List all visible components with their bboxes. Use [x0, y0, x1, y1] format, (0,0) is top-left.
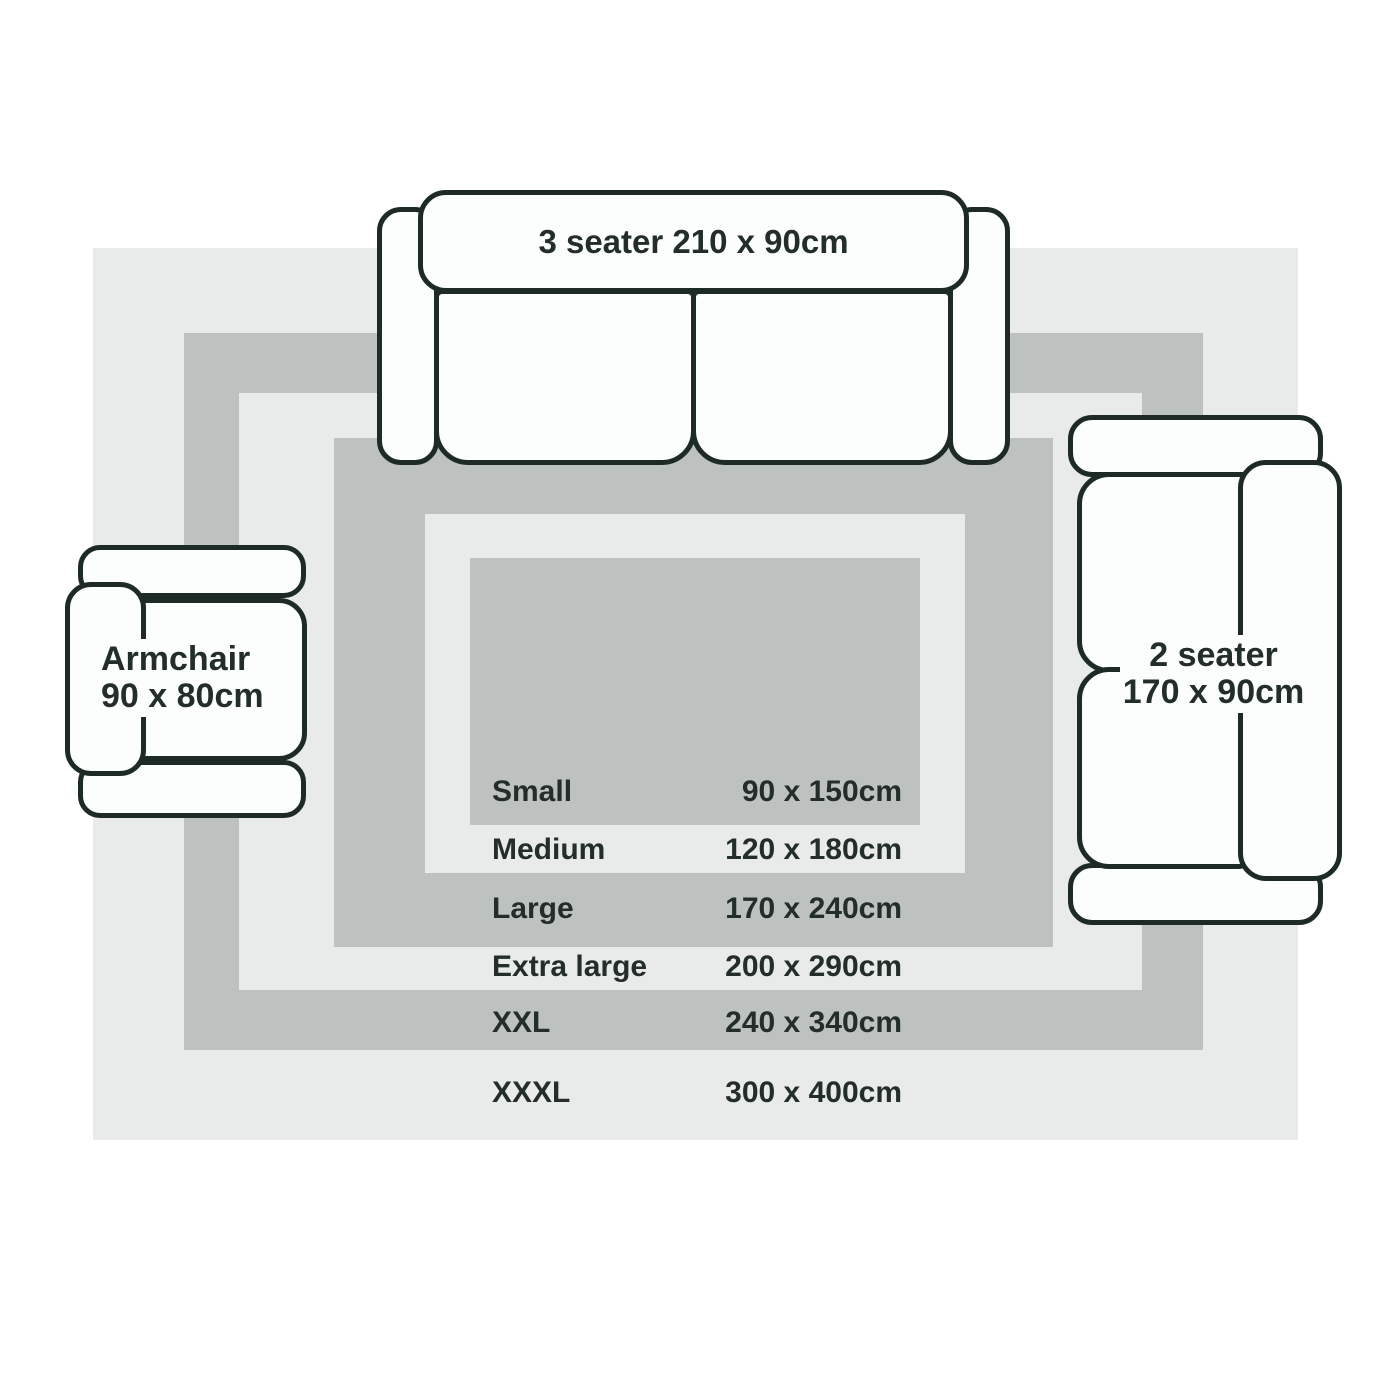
size-dims: 120 x 180cm [725, 833, 902, 866]
size-name: Medium [492, 833, 606, 866]
size-dims: 300 x 400cm [725, 1076, 902, 1109]
armchair [65, 545, 310, 818]
size-row-small [492, 773, 902, 811]
sofa3-cushion-right [691, 289, 953, 465]
size-dims: 240 x 340cm [725, 1006, 902, 1039]
size-name: XXXL [492, 1076, 571, 1109]
size-name: XXL [492, 1006, 551, 1039]
sofa3-backrest [418, 190, 969, 293]
sofa2-label [1120, 635, 1307, 713]
size-row-xxxl [492, 1074, 902, 1112]
size-name: Extra large [492, 950, 648, 983]
size-row-large [492, 890, 902, 928]
size-row-xxl [492, 1004, 902, 1042]
sofa-3-seater [377, 190, 1010, 465]
size-dims: 200 x 290cm [725, 950, 902, 983]
sofa-2-seater [1068, 415, 1342, 925]
size-name: Small [492, 775, 573, 808]
size-dims: 90 x 150cm [741, 775, 902, 808]
size-row-extra-large [492, 948, 902, 986]
armchair-label-line2: 90 x 80cm [101, 677, 264, 715]
sofa2-label-line1: 2 seater [1149, 636, 1278, 674]
sofa2-label-line2: 170 x 90cm [1122, 673, 1305, 711]
size-name: Large [492, 892, 574, 925]
size-dims: 170 x 240cm [725, 892, 902, 925]
sofa3-cushion-left [434, 289, 696, 465]
armchair-label [95, 639, 270, 717]
size-row-medium [492, 831, 902, 869]
sofa3-label: 3 seater 210 x 90cm [538, 222, 849, 260]
armchair-label-line1: Armchair [101, 640, 251, 678]
